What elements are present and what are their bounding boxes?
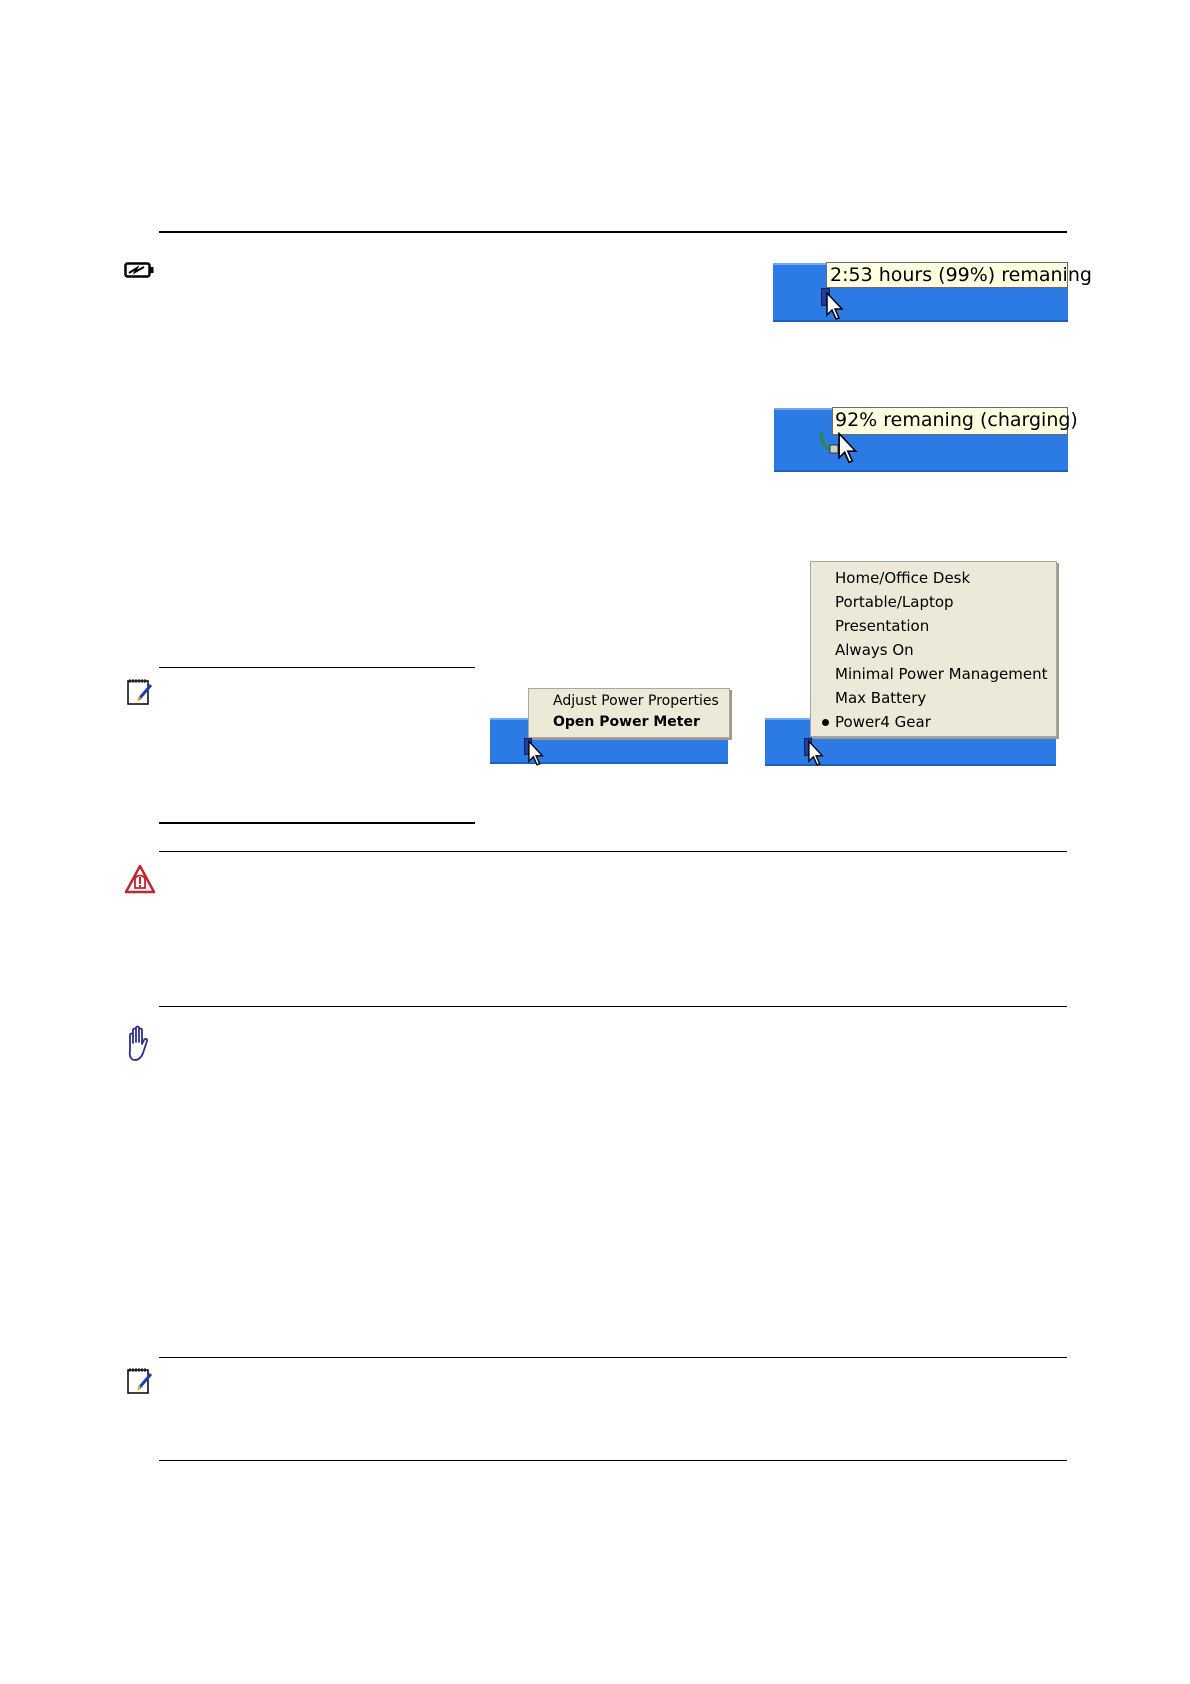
power-mode-menu <box>810 561 1057 737</box>
charging-tooltip <box>832 407 1078 435</box>
note-box-bottom-rule <box>159 822 475 824</box>
battery-icon <box>124 261 154 279</box>
note-box-top-rule <box>159 667 475 668</box>
cursor-icon <box>838 432 860 466</box>
menu-item-presentation[interactable]: Presentation <box>835 617 930 635</box>
charging-tooltip-text: 92% remaning (charging) <box>835 409 1078 431</box>
menu-item-power4-gear[interactable]: Power4 Gear <box>835 713 931 731</box>
caution-hand-icon <box>124 1025 154 1063</box>
warning-top-rule <box>159 851 1067 852</box>
plug-tray-icon[interactable] <box>818 430 840 456</box>
top-rule <box>159 231 1067 233</box>
cursor-icon <box>826 292 846 322</box>
note-icon <box>125 1366 155 1396</box>
note2-top-rule <box>159 1357 1067 1358</box>
battery-tooltip <box>826 262 1092 288</box>
cursor-icon <box>528 740 546 768</box>
menu-item-adjust-power-properties[interactable]: Adjust Power Properties <box>553 693 719 709</box>
menu-item-always-on[interactable]: Always On <box>835 641 914 659</box>
warning-icon <box>124 864 156 896</box>
menu-item-portable-laptop[interactable]: Portable/Laptop <box>835 593 954 611</box>
menu-item-home-office-desk[interactable]: Home/Office Desk <box>835 569 971 587</box>
menu-item-minimal-power-management[interactable]: Minimal Power Management <box>835 665 1048 683</box>
menu-item-max-battery[interactable]: Max Battery <box>835 689 927 707</box>
caution-top-rule <box>159 1006 1067 1007</box>
battery-tooltip-text: 2:53 hours (99%) remaning <box>830 264 1092 286</box>
context-menu <box>528 688 730 738</box>
cursor-icon <box>808 740 826 768</box>
selected-bullet-icon <box>822 719 829 726</box>
note-icon <box>125 677 155 707</box>
note2-bottom-rule <box>159 1460 1067 1461</box>
menu-item-open-power-meter[interactable]: Open Power Meter <box>553 714 700 730</box>
